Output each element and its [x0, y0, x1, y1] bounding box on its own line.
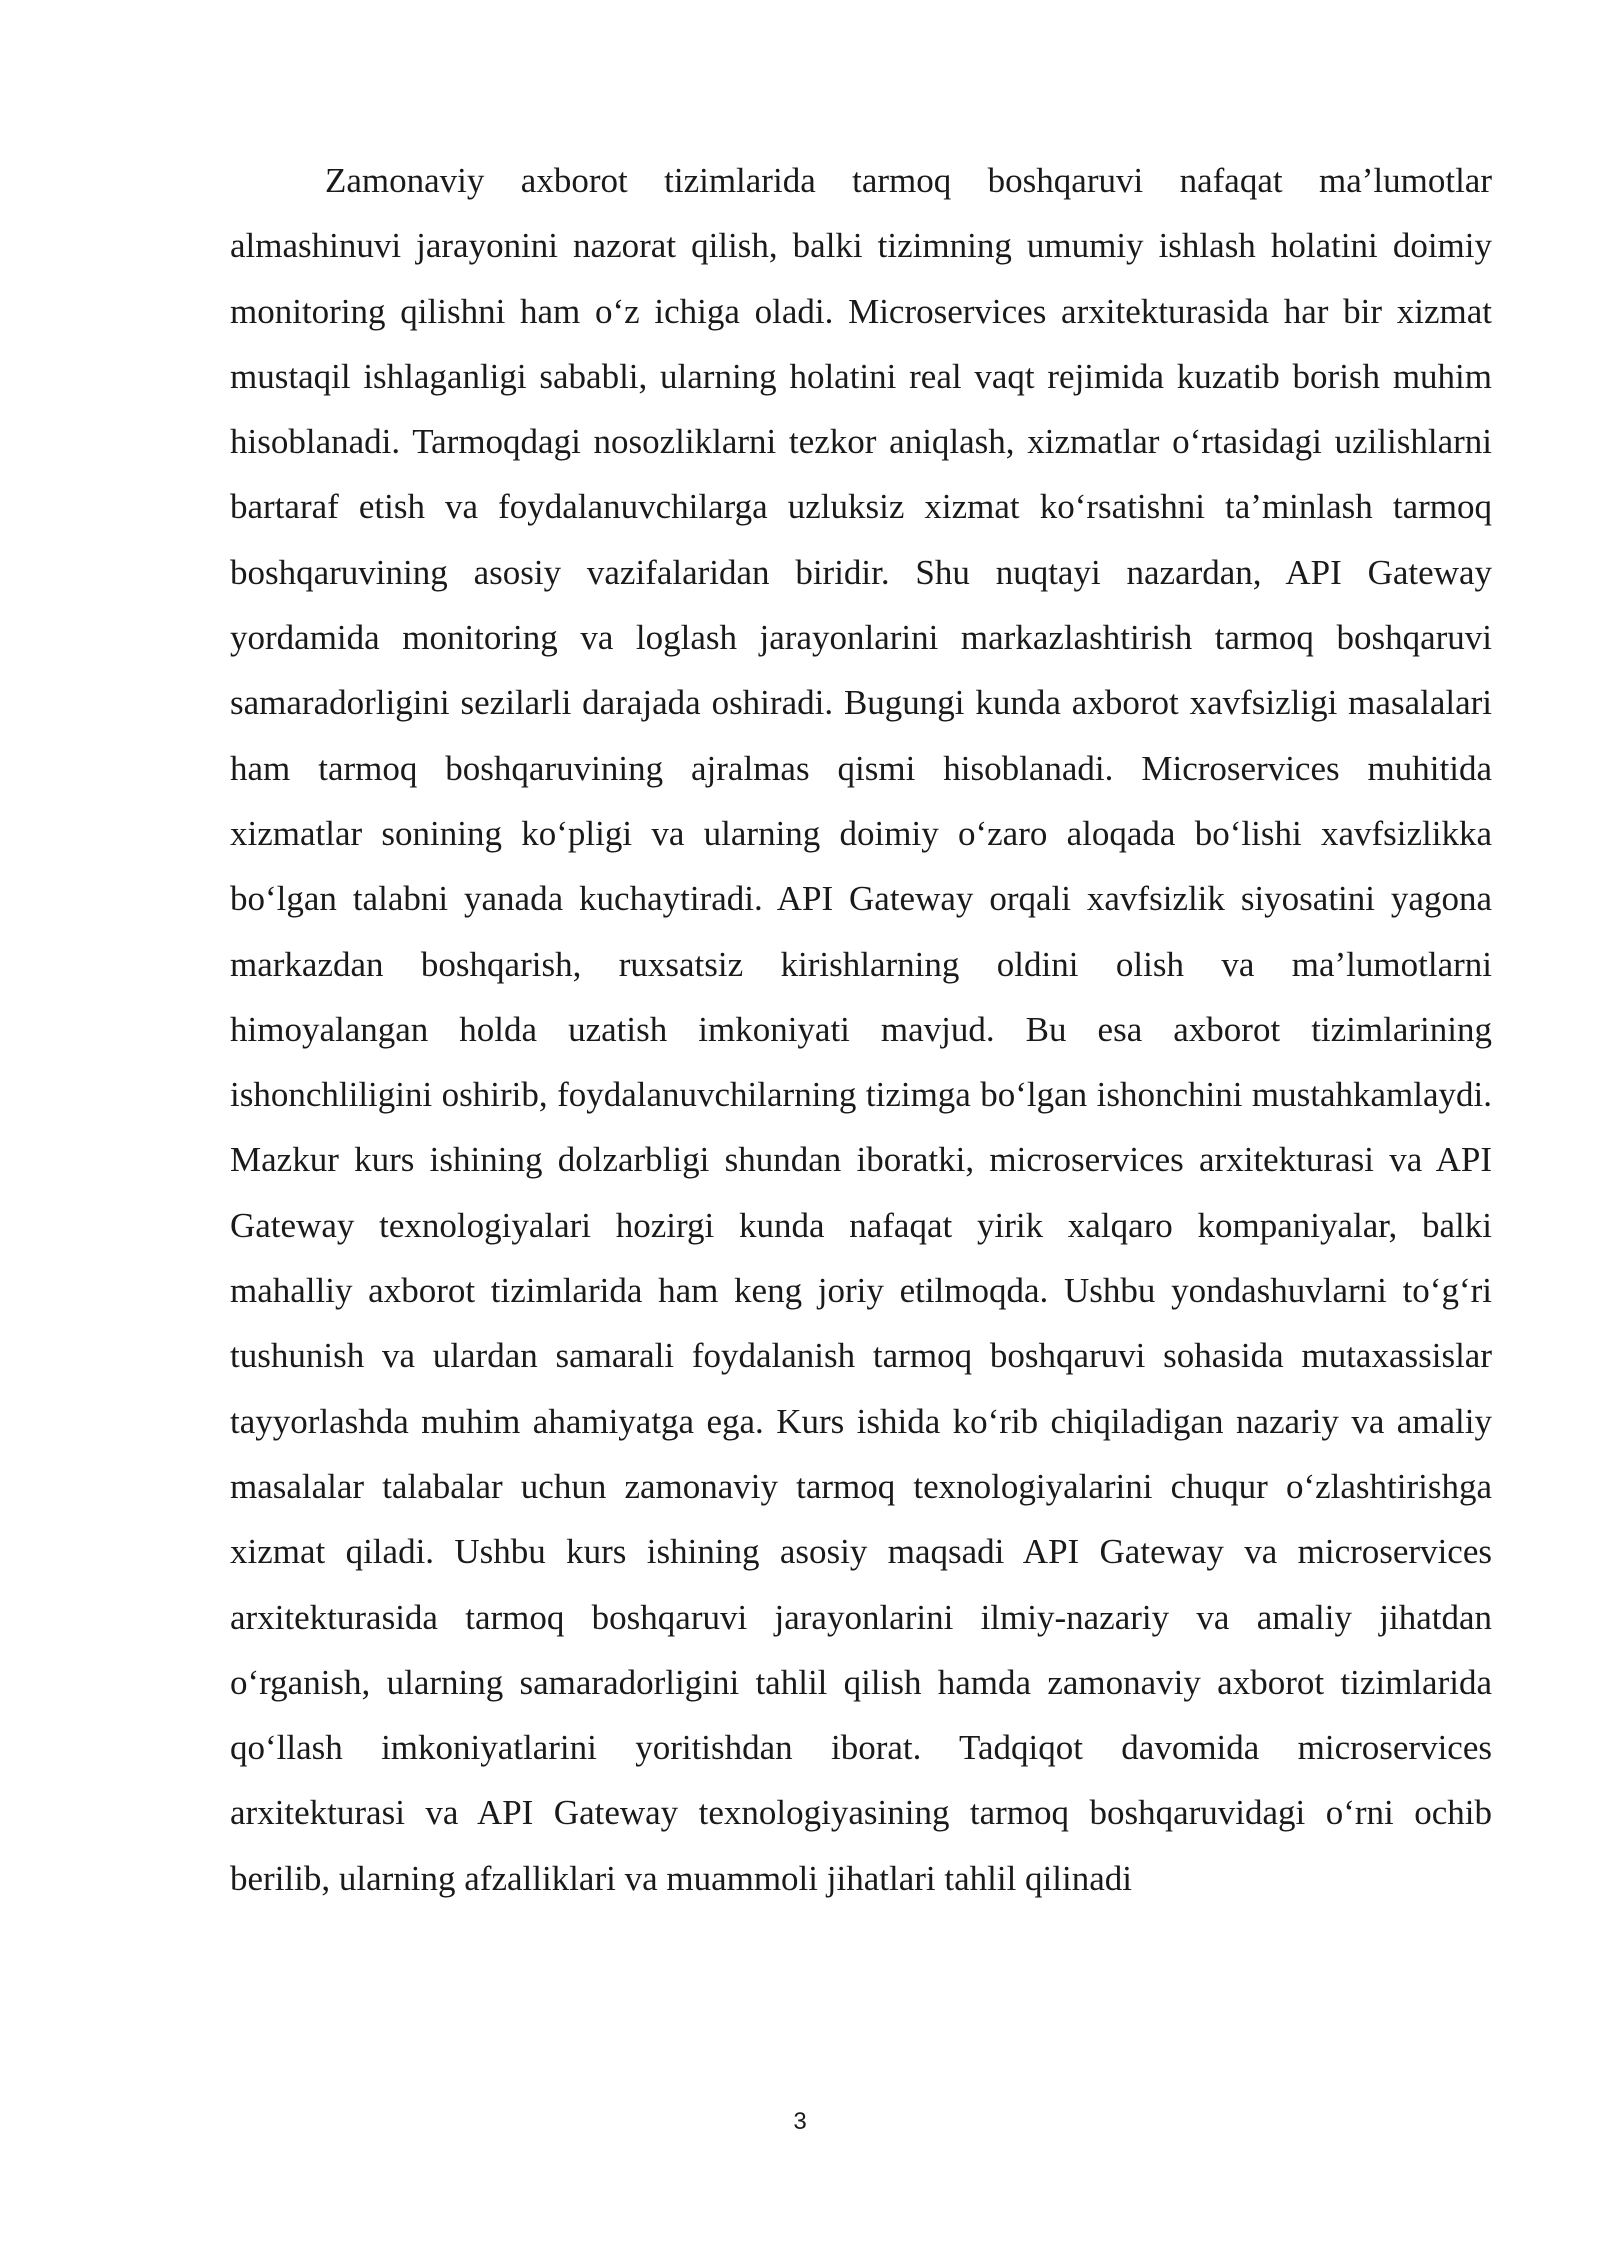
page-number: 3 — [793, 2108, 807, 2135]
body-paragraph: Zamonaviy axborot tizimlarida tarmoq boshqaruvi nafaqat ma’lumotlar almashinuvi jarayonini nazorat qilish, balki tizimning umumiy ishlash holatini doimiy monitoring qilishni ham o‘z ichiga oladi. Microservices arxitekturasida har bir xizmat mustaqil ishlaganligi sababli, ularning holatini real vaqt rejimida kuzatib borish muhim hisoblanadi. Tarmoqdagi nosozliklarni tezkor aniqlash, xizmatlar o‘rtasidagi uzilishlarni bartaraf etish va foydalanuvchilarga uzluksiz xizmat ko‘rsatishni ta’minlash tarmoq boshqaruvining asosiy vazifalaridan biridir. Shu nuqtayi nazardan, API Gateway yordamida monitoring va loglash jarayonlarini markazlashtirish tarmoq boshqaruvi samaradorligini sezilarli darajada oshiradi. Bugungi kunda axborot xavfsizligi masalalari ham tarmoq boshqaruvining ajralmas qismi hisoblanadi. Microservices muhitida xizmatlar sonining ko‘pligi va ularning doimiy o‘zaro aloqada bo‘lishi xavfsizlikka bo‘lgan talabni yanada kuchaytiradi. API Gateway orqali xavfsizlik siyosatini yagona markazdan boshqarish, ruxsatsiz kirishlarning oldini olish va ma’lumotlarni himoyalangan holda uzatish imkoniyati mavjud. Bu esa axborot tizimlarining ishonchliligini oshirib, foydalanuvchilarning tizimga bo‘lgan ishonchini mustahkamlaydi. Mazkur kurs ishining dolzarbligi shundan iboratki, microservices arxitekturasi va API Gateway texnologiyalari hozirgi kunda nafaqat yirik xalqaro kompaniyalar, balki mahalliy axborot tizimlarida ham keng joriy etilmoqda. Ushbu yondashuvlarni to‘g‘ri tushunish va ulardan samarali foydalanish tarmoq boshqaruvi sohasida mutaxassislar tayyorlashda muhim ahamiyatga ega. Kurs ishida ko‘rib chiqiladigan nazariy va amaliy masalalar talabalar uchun zamonaviy tarmoq texnologiyalarini chuqur o‘zlashtirishga xizmat qiladi. Ushbu kurs ishining asosiy maqsadi API Gateway va microservices arxitekturasida tarmoq boshqaruvi jarayonlarini ilmiy-nazariy va amaliy jihatdan o‘rganish, ularning samaradorligini tahlil qilish hamda zamonaviy axborot tizimlarida qo‘llash imkoniyatlarini yoritishdan iborat. Tadqiqot davomida microservices arxitekturasi va API Gateway texnologiyasining tarmoq boshqaruvidagi o‘rni ochib berilib, ularning afzalliklari va muammoli jihatlari tahlil qilinadi — [230, 161, 1492, 1898]
